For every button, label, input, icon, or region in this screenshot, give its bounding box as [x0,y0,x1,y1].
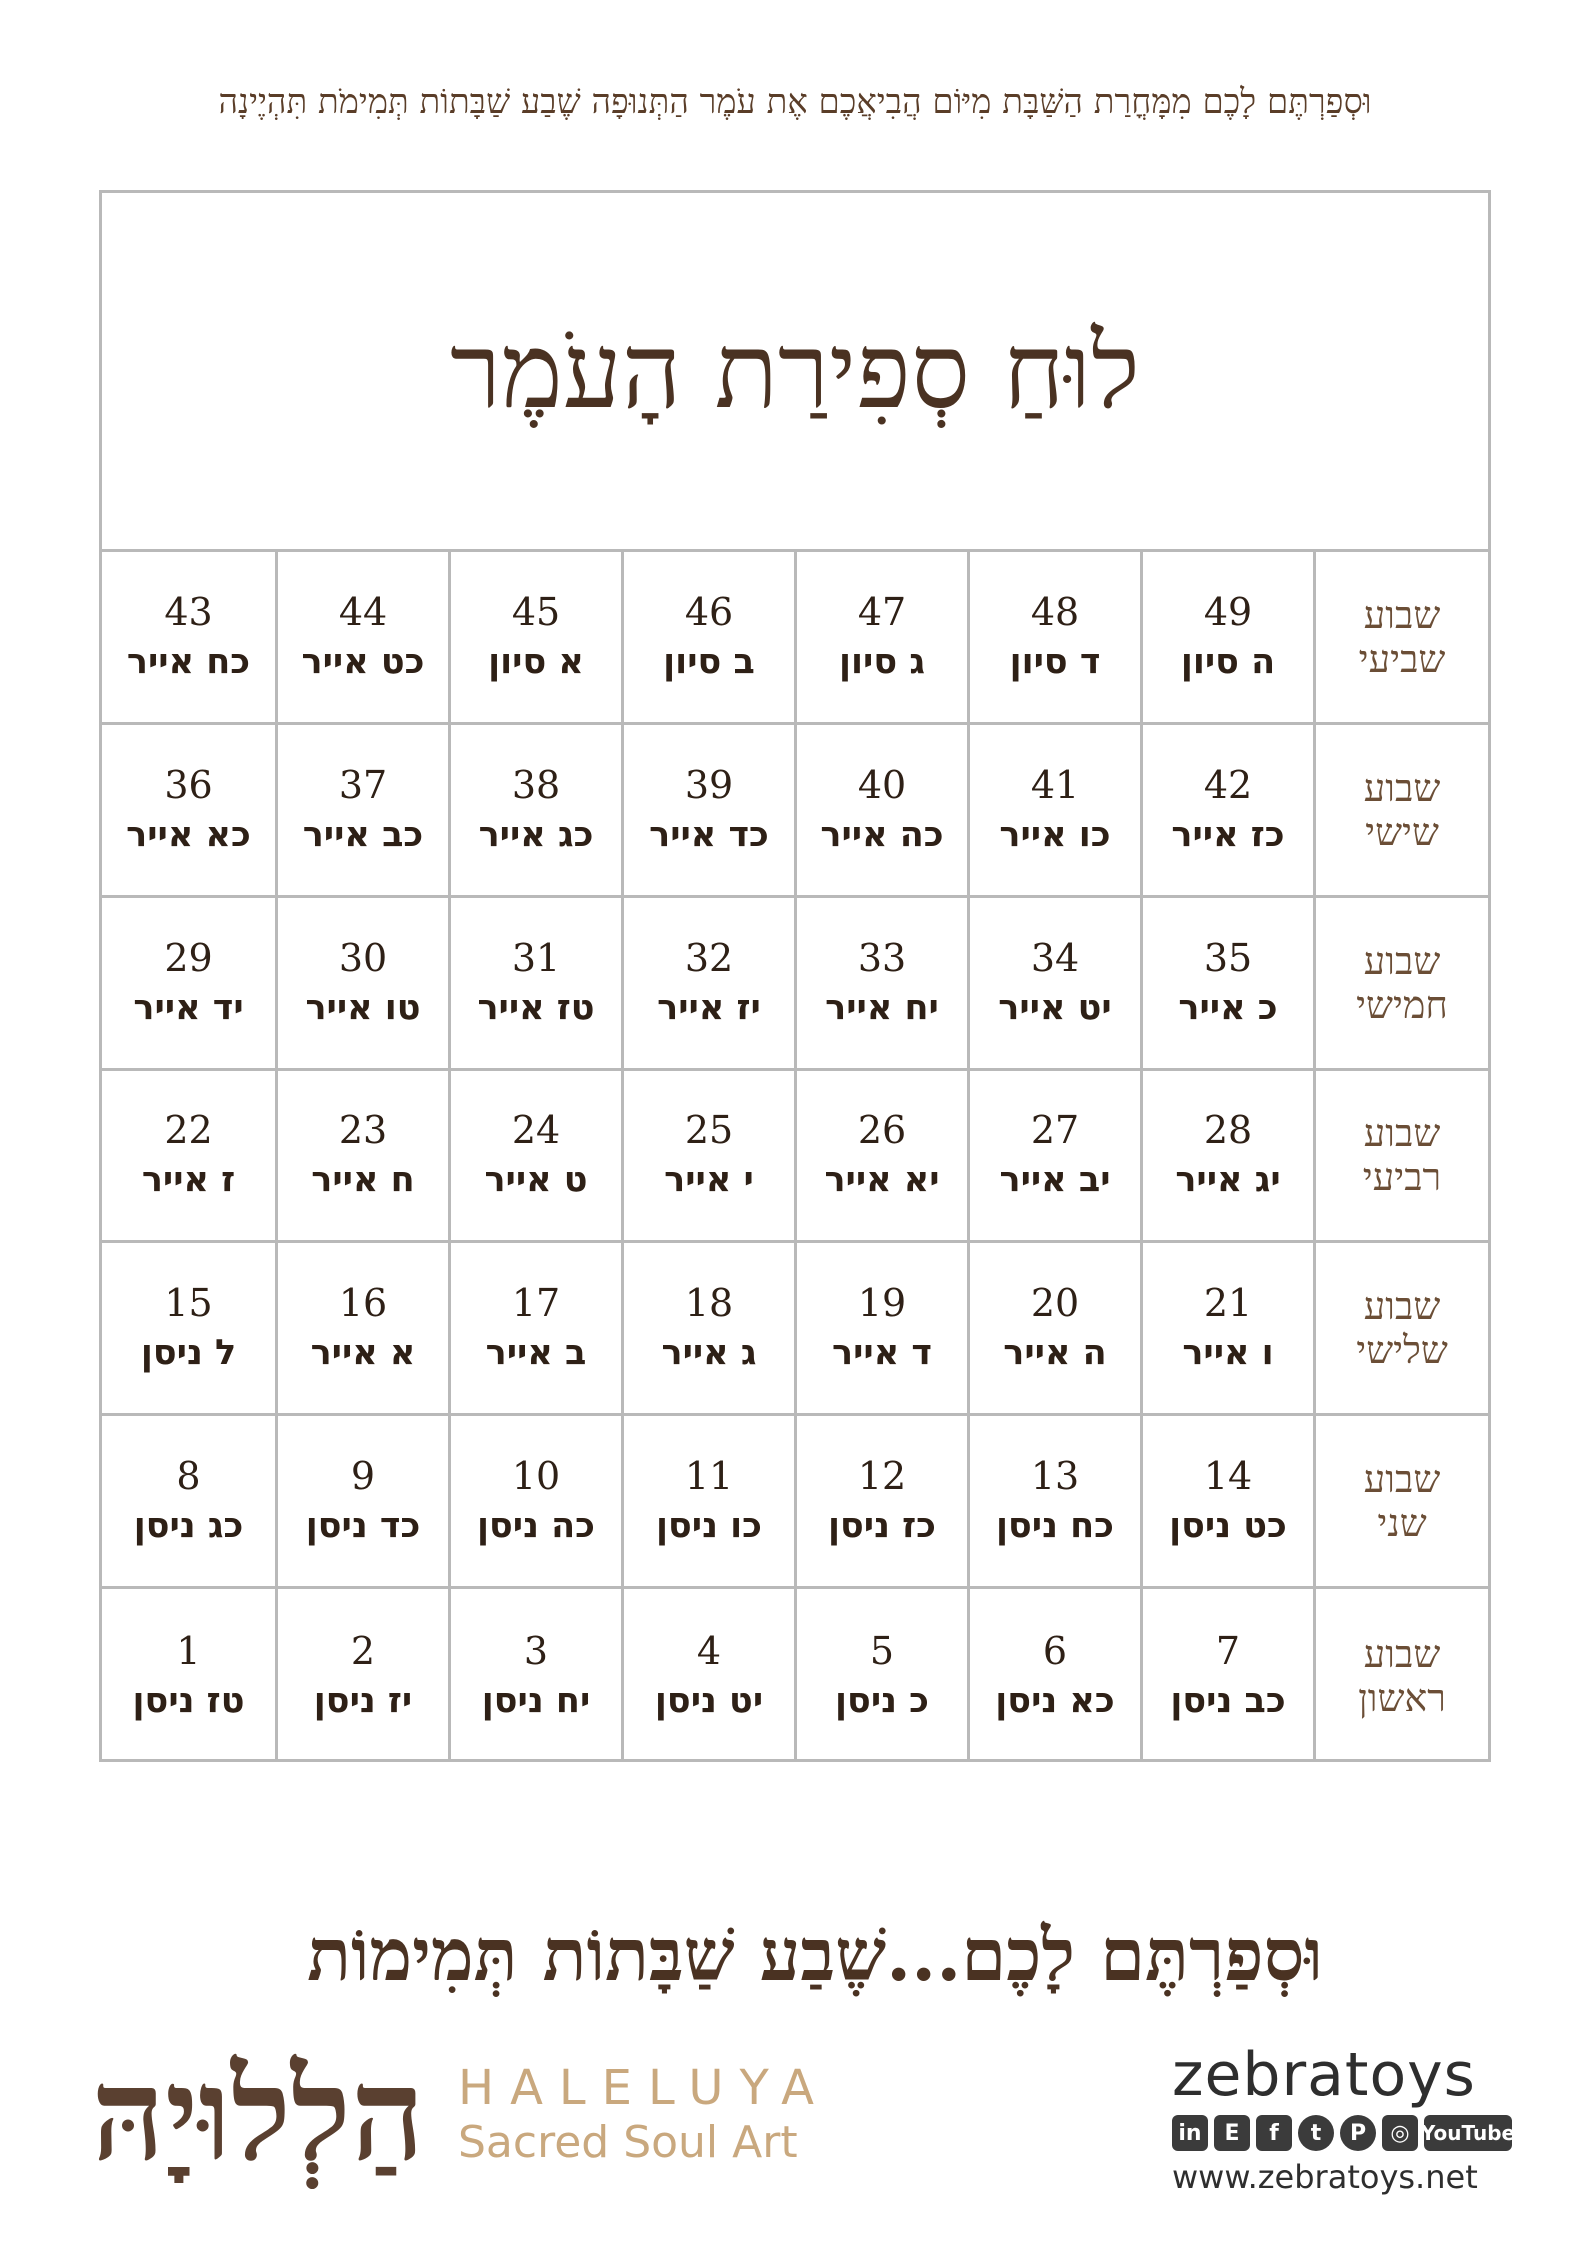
week-label [1313,1071,1488,1244]
omer-calendar-board [99,190,1491,1762]
hebrew-date: ב סיון [663,641,755,682]
twitter-icon[interactable]: t [1298,2115,1334,2151]
day-number: 47 [857,589,907,634]
hebrew-date: ב אייר [485,1333,587,1374]
day-cell [1140,1416,1313,1589]
week-label-word: שבוע [1363,1457,1441,1502]
week-label-ordinal: שלישי [1356,1328,1448,1373]
youtube-icon[interactable]: YouTube [1424,2115,1512,2151]
hebrew-date: יח ניסן [481,1680,591,1721]
day-number: 32 [684,935,734,980]
zebratoys-name: zebratoys [1172,2040,1476,2110]
omer-grid [102,549,1488,1762]
day-cell [967,552,1140,725]
day-number: 45 [511,589,561,634]
day-number: 46 [684,589,734,634]
hebrew-date: טז ניסן [132,1680,245,1721]
hebrew-date: כ אייר [1178,987,1278,1028]
hebrew-date: כו אייר [999,814,1111,855]
hebrew-date: ד אייר [832,1333,932,1374]
day-number: 7 [1215,1628,1241,1673]
day-number: 48 [1030,589,1080,634]
day-cell [448,1071,621,1244]
day-cell [967,725,1140,898]
hebrew-date: יט אייר [998,987,1112,1028]
social-icons [1172,2112,1516,2154]
day-number: 37 [338,762,388,807]
week-label-word: שבוע [1363,592,1441,637]
hebrew-date: ח אייר [311,1160,415,1201]
hebrew-date: ד סיון [1009,641,1101,682]
hebrew-date: כג אייר [478,814,594,855]
day-cell [448,898,621,1071]
week-label-ordinal: ראשון [1358,1675,1446,1720]
day-cell [448,1589,621,1762]
hebrew-date: ל ניסן [140,1333,237,1374]
day-number: 25 [684,1108,734,1153]
day-number: 26 [857,1108,907,1153]
day-number: 5 [869,1628,895,1673]
day-cell [1140,898,1313,1071]
pinterest-icon[interactable]: P [1340,2115,1376,2151]
day-cell [102,1243,275,1416]
hebrew-date: יט ניסן [654,1680,764,1721]
bottom-verse: וּסְפַרְתֶּם לָכֶם...שֶׁבַע שַׁבָּתוֹת תְּמִימוֹת [307,1912,1323,1997]
day-number: 49 [1203,589,1253,634]
week-label-word: שבוע [1363,1284,1441,1329]
day-cell [102,1589,275,1762]
week-label [1313,898,1488,1071]
hebrew-date: כד אייר [649,814,769,855]
day-cell [448,725,621,898]
day-number: 22 [164,1108,213,1153]
day-number: 15 [164,1281,213,1326]
week-label-word: שבוע [1363,1631,1441,1676]
hebrew-date: ו אייר [1182,1333,1274,1374]
week-label-ordinal: שני [1377,1501,1427,1546]
day-cell [102,1071,275,1244]
hebrew-date: י אייר [664,1160,754,1201]
hebrew-date: א סיון [488,641,584,682]
hebrew-date: ה סיון [1180,641,1276,682]
hebrew-date: כח אייר [126,641,251,682]
day-cell [794,1416,967,1589]
day-number: 24 [511,1108,561,1153]
day-number: 12 [857,1454,907,1499]
day-number: 1 [176,1628,201,1673]
day-cell [275,1589,448,1762]
week-label-word: שבוע [1363,1111,1441,1156]
day-cell [794,898,967,1071]
day-number: 35 [1203,935,1253,980]
day-number: 39 [684,762,734,807]
day-cell [621,898,794,1071]
day-cell [275,1416,448,1589]
day-cell [275,1071,448,1244]
day-cell [794,725,967,898]
day-cell [275,725,448,898]
hebrew-date: טז אייר [477,987,595,1028]
hebrew-date: יח אייר [825,987,939,1028]
week-label-ordinal: שביעי [1358,636,1446,681]
week-label-ordinal: חמישי [1356,982,1448,1027]
day-number: 29 [164,935,213,980]
hebrew-date: ג סיון [839,641,925,682]
facebook-icon[interactable]: f [1256,2115,1292,2151]
hebrew-date: כ ניסן [835,1680,929,1721]
week-label-word: שבוע [1363,765,1441,810]
week-label [1313,1416,1488,1589]
day-cell [275,1243,448,1416]
zebratoys-brand [1172,2040,1516,2210]
week-label [1313,1243,1488,1416]
day-number: 33 [857,935,907,980]
day-number: 3 [523,1628,549,1673]
day-number: 11 [684,1454,734,1499]
day-number: 43 [164,589,213,634]
hebrew-date: כד ניסן [305,1506,421,1547]
day-cell [967,1243,1140,1416]
day-cell [794,1589,967,1762]
day-number: 28 [1203,1108,1253,1153]
day-cell [1140,552,1313,725]
day-cell [102,725,275,898]
week-label [1313,725,1488,898]
hebrew-date: יז אייר [657,987,761,1028]
day-number: 6 [1042,1628,1068,1673]
day-number: 20 [1030,1281,1080,1326]
brand-tagline: Sacred Soul Art [458,2117,798,2168]
day-cell [102,1416,275,1589]
day-cell [794,1243,967,1416]
hebrew-date: ג אייר [661,1333,757,1374]
hebrew-date: יג אייר [1175,1160,1281,1201]
day-number: 41 [1030,762,1080,807]
day-number: 19 [857,1281,907,1326]
hebrew-date: א אייר [310,1333,416,1374]
day-cell [621,1071,794,1244]
day-number: 38 [511,762,561,807]
day-number: 34 [1030,935,1080,980]
day-cell [967,898,1140,1071]
day-number: 4 [696,1628,722,1673]
hebrew-date: כב ניסן [1170,1680,1286,1721]
instagram-icon[interactable]: ◎ [1382,2115,1418,2151]
day-cell [448,1416,621,1589]
week-label-word: שבוע [1363,938,1441,983]
hebrew-date: כא ניסן [995,1680,1115,1721]
day-number: 30 [338,935,388,980]
day-number: 23 [338,1108,388,1153]
hebrew-date: כט ניסן [1169,1506,1287,1547]
week-label [1313,1589,1488,1762]
zebratoys-url[interactable]: www.zebratoys.net [1172,2158,1478,2196]
day-cell [621,725,794,898]
day-cell [794,552,967,725]
day-number: 13 [1030,1454,1080,1499]
day-cell [621,1416,794,1589]
hebrew-date: ז אייר [141,1160,236,1201]
hebrew-date: יד אייר [133,987,244,1028]
linkedin-icon[interactable]: in [1172,2115,1208,2151]
hebrew-date: יז ניסן [313,1680,413,1721]
day-number: 17 [511,1281,561,1326]
hebrew-date: כו ניסן [656,1506,762,1547]
hebrew-date: כג ניסן [133,1506,244,1547]
day-cell [967,1589,1140,1762]
day-number: 31 [511,935,561,980]
hebrew-date: יב אייר [999,1160,1111,1201]
hebrew-date: טו אייר [305,987,421,1028]
hebrew-date: כט אייר [301,641,425,682]
day-number: 44 [338,589,388,634]
week-label [1313,552,1488,725]
hebrew-date: כא אייר [126,814,251,855]
hebrew-date: כה ניסן [476,1506,596,1547]
day-number: 40 [857,762,907,807]
day-number: 21 [1203,1281,1253,1326]
hebrew-date: כז ניסן [828,1506,936,1547]
day-cell [967,1071,1140,1244]
hebrew-date: ה אייר [1003,1333,1107,1374]
day-cell [794,1071,967,1244]
day-cell [275,552,448,725]
day-cell [275,898,448,1071]
day-cell [621,1243,794,1416]
hebrew-date: כז אייר [1171,814,1285,855]
haleluya-brand [458,2060,878,2180]
day-number: 36 [164,762,213,807]
day-cell [448,1243,621,1416]
day-cell [1140,1589,1313,1762]
day-number: 27 [1030,1108,1080,1153]
day-cell [967,1416,1140,1589]
day-cell [621,552,794,725]
hebrew-date: כח ניסן [995,1506,1115,1547]
day-number: 42 [1203,762,1253,807]
brand-name: HALELUYA [458,2060,830,2116]
day-number: 9 [350,1454,376,1499]
e-icon[interactable]: E [1214,2115,1250,2151]
day-number: 14 [1203,1454,1253,1499]
week-label-ordinal: שישי [1365,809,1439,854]
day-number: 10 [511,1454,561,1499]
day-cell [1140,1243,1313,1416]
day-cell [1140,725,1313,898]
day-cell [102,898,275,1071]
hebrew-date: יא אייר [824,1160,940,1201]
day-cell [1140,1071,1313,1244]
day-number: 2 [350,1628,376,1673]
day-number: 18 [684,1281,734,1326]
hebrew-date: ט אייר [484,1160,588,1201]
haleluya-hebrew-logo: הַלְלוּיָהּ [91,2040,425,2190]
board-title: לוּחַ סְפִירַת הָעֹמֶר [450,310,1140,432]
hebrew-date: כב אייר [302,814,424,855]
day-number: 8 [176,1454,201,1499]
hebrew-date: כה אייר [820,814,944,855]
top-verse: וּסְפַרְתֶּם לָכֶם מִמָּחֳרַת הַשַּׁבָּת מִיּוֹם הֲבִיאֲכֶם אֶת עֹמֶר הַתְּנוּפָה שֶׁבַע שַׁבָּתוֹת תְּמִימֹת תִּהְיֶינָה [218,82,1372,122]
week-label-ordinal: רביעי [1362,1155,1442,1200]
day-cell [448,552,621,725]
day-cell [621,1589,794,1762]
day-cell [102,552,275,725]
day-number: 16 [338,1281,388,1326]
